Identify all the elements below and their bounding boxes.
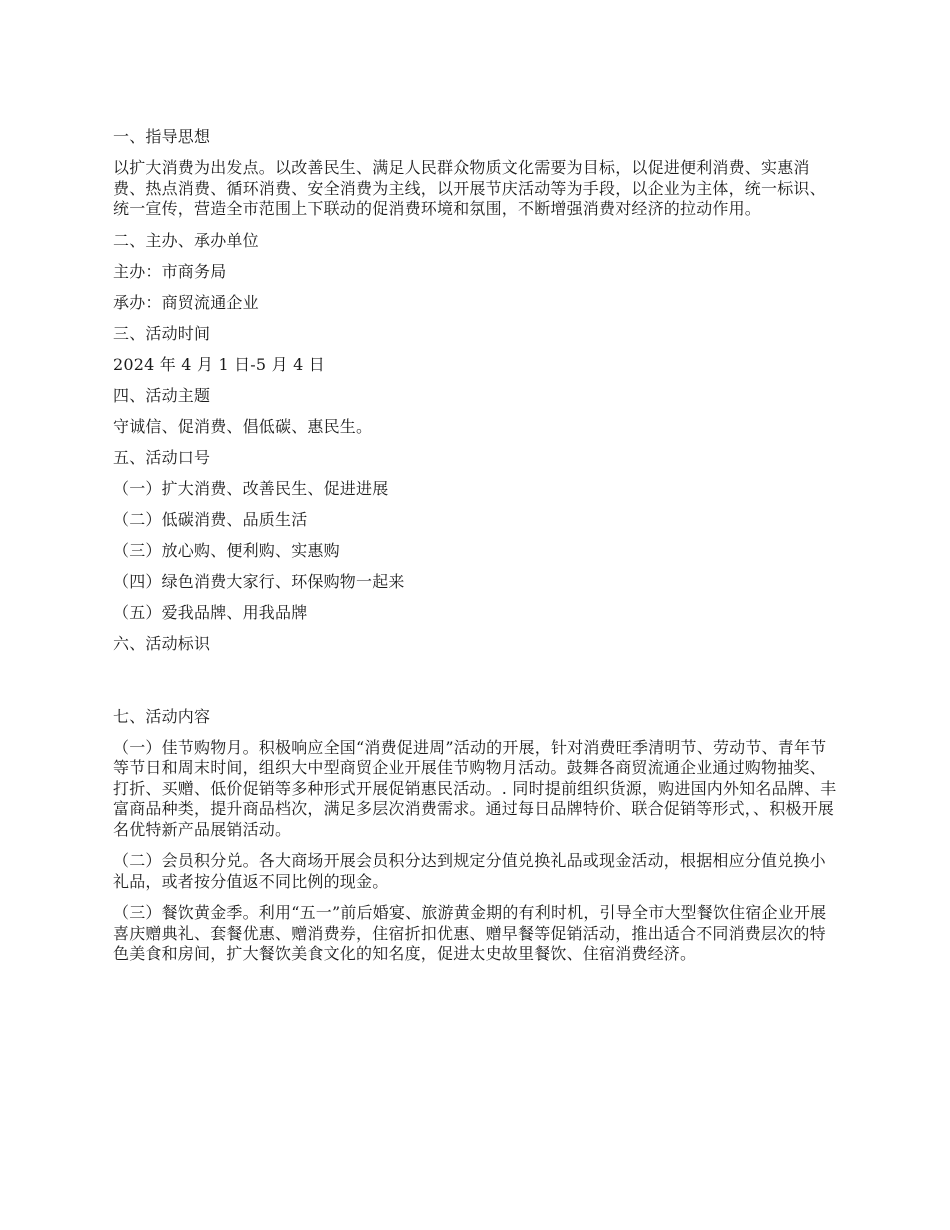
section-heading-content: 七、活动内容 [113,706,211,726]
paragraph-member-points: （二）会员积分兑。各大商场开展会员积分达到规定分值兑换礼品或现金活动，根据相应分值兑换小礼品，或者按分值返不同比例的现金。 [113,851,826,891]
section-heading-guiding-ideology: 一、指导思想 [113,127,211,146]
slogan-item-5: （五）爱我品牌、用我品牌 [113,602,308,622]
paragraph-guiding-ideology: 以扩大消费为出发点。以改善民生、满足人民群众物质文化需要为目标，以促进便利消费、实惠消费、热点消费、循环消费、安全消费为主线，以开展节庆活动等为手段，以企业为主体，统一标识、统一宣传，营造全市范围上下联动的促消费环境和氛围，不断增强消费对经济的拉动作用。 [113,158,826,218]
section-heading-organizers: 二、主办、承办单位 [113,230,259,250]
slogan-item-2: （二）低碳消费、品质生活 [113,509,308,529]
slogan-item-1: （一）扩大消费、改善民生、促进进展 [113,478,389,498]
paragraph-holiday-shopping: （一）佳节购物月。积极响应全国“消费促进周”活动的开展，针对消费旺季清明节、劳动节、青年节等节日和周末时间，组织大中型商贸企业开展佳节购物月活动。鼓舞各商贸流通企业通过购物抽奖、打折、买赠、低价促销等多种形式开展促销惠民活动。. 同时提前组织货源，购进国内外知名品牌、丰富商品种类，提升商品档次，满足多层次消费需求。通过每日品牌特价、联合促销等形式，、积极开展名优特新产品展销活动。 [113,737,837,839]
paragraph-organizer: 承办：商贸流通企业 [113,292,259,312]
paragraph-dining-season: （三）餐饮黄金季。利用“五一”前后婚宴、旅游黄金期的有利时机，引导全市大型餐饮住宿企业开展喜庆赠典礼、套餐优惠、赠消费券，住宿折扣优惠、赠早餐等促销活动，推出适合不同消费层次的特色美食和房间，扩大餐饮美食文化的知名度，促进太史故里餐饮、住宿消费经济。 [113,903,827,963]
section-heading-slogans: 五、活动口号 [113,447,211,467]
paragraph-time: 2024 年 4 月 1 日-5 月 4 日 [113,354,325,374]
section-heading-logo: 六、活动标识 [113,633,211,653]
section-heading-time: 三、活动时间 [113,323,211,343]
slogan-item-3: （三）放心购、便利购、实惠购 [113,540,340,560]
slogan-item-4: （四）绿色消费大家行、环保购物一起来 [113,571,405,591]
logo-placeholder-space [113,665,840,707]
paragraph-host: 主办：市商务局 [113,261,227,281]
section-heading-theme: 四、活动主题 [113,385,211,405]
paragraph-theme: 守诚信、促消费、倡低碳、惠民生。 [113,416,373,436]
document-body [113,127,840,976]
